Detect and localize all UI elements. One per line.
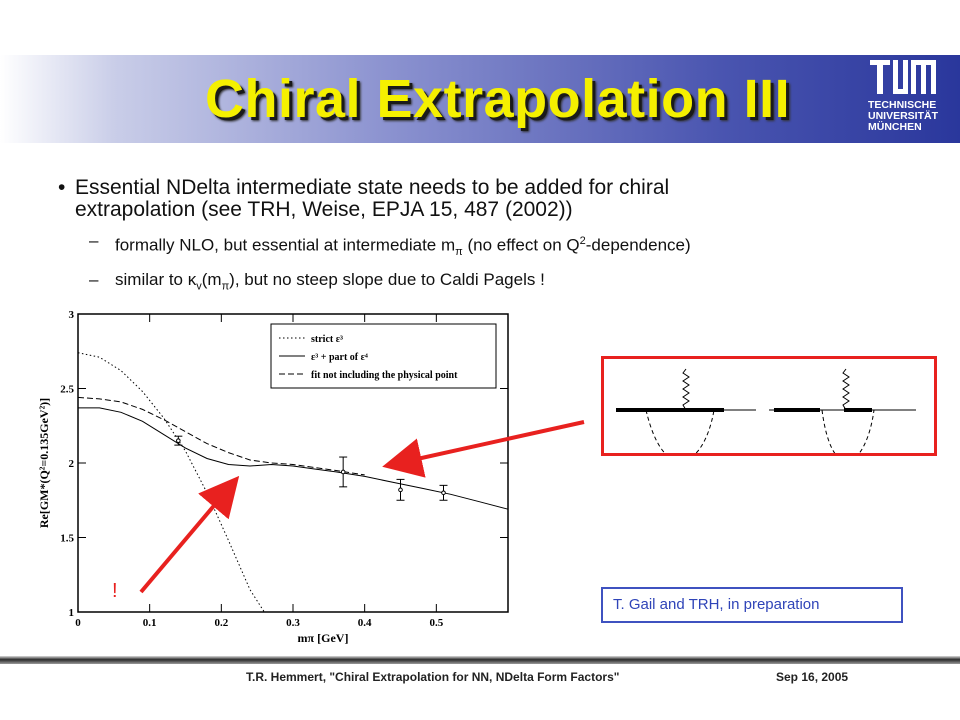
y-axis-label: Re[GM*(Q²=0.135GeV²)] [37, 397, 51, 529]
data-point [442, 491, 446, 495]
form-factor-chart [28, 302, 518, 647]
x-tick-label: 0.1 [142, 617, 157, 629]
subbullet-text: (m [201, 270, 222, 290]
subbullet-text: -dependence) [585, 235, 691, 255]
bullet-symbol: • [58, 176, 66, 199]
y-tick-label: 1.5 [60, 532, 74, 545]
logo-text-line1: TECHNISCHE [868, 99, 937, 111]
x-tick-label: 0.5 [429, 617, 444, 629]
slide-title: Chiral Extrapolation III [205, 69, 791, 129]
subbullet-text: similar to κ [115, 270, 197, 290]
bullet-list [60, 177, 940, 296]
logo-text-line3: MÜNCHEN [868, 121, 922, 133]
bullet-main [60, 177, 940, 221]
footer-divider [0, 656, 960, 664]
subbullet-text: ), but no steep slope due to Caldi Pagels ! [229, 270, 545, 290]
y-tick-label: 1 [68, 607, 74, 619]
superscript: 2 [579, 235, 586, 247]
exclamation-mark: ! [112, 580, 118, 602]
x-tick-label: 0.4 [357, 617, 372, 629]
tum-logo-icon [870, 60, 936, 94]
data-point [341, 470, 345, 474]
subbullet-2 [60, 270, 940, 296]
subbullet-1 [60, 231, 940, 262]
logo-text-line2: UNIVERSITÄT [868, 110, 939, 122]
x-axis-label: mπ [GeV] [297, 631, 349, 645]
x-tick-label: 0 [75, 617, 81, 629]
subscript: π [455, 246, 463, 259]
footer-date: Sep 16, 2005 [776, 670, 849, 684]
series-line [78, 397, 365, 475]
series-line [78, 353, 264, 612]
legend-label: strict ε³ [311, 334, 343, 345]
subbullet-dash: – [89, 270, 99, 290]
bullet-line1: Essential NDelta intermediate state needs to be added for chiral [75, 176, 670, 199]
data-point [399, 488, 403, 492]
legend-label: fit not including the physical point [311, 370, 458, 381]
subbullet-dash: – [89, 231, 99, 250]
feynman-diagram-box [601, 356, 937, 456]
footer-citation: T.R. Hemmert, "Chiral Extrapolation for NN, NDelta Form Factors" [246, 670, 620, 684]
data-point [177, 439, 181, 443]
subbullet-text: formally NLO, but essential at intermediate m [115, 235, 456, 255]
subscript: v [196, 280, 202, 293]
credit-box: T. Gail and TRH, in preparation [601, 587, 903, 623]
y-tick-label: 3 [68, 309, 74, 321]
x-tick-label: 0.3 [286, 617, 300, 629]
subscript: π [221, 280, 230, 293]
x-tick-label: 0.2 [214, 617, 229, 629]
y-tick-label: 2 [68, 458, 74, 470]
subbullet-text: (no effect on Q [462, 235, 580, 255]
tum-logo [868, 60, 938, 136]
legend-label: ε³ + part of ε⁴ [311, 352, 368, 363]
y-tick-label: 2.5 [60, 383, 74, 396]
bullet-line2: extrapolation (see TRH, Weise, EPJA 15, 487 (2002)) [75, 198, 573, 221]
feynman-diagram [604, 359, 934, 453]
